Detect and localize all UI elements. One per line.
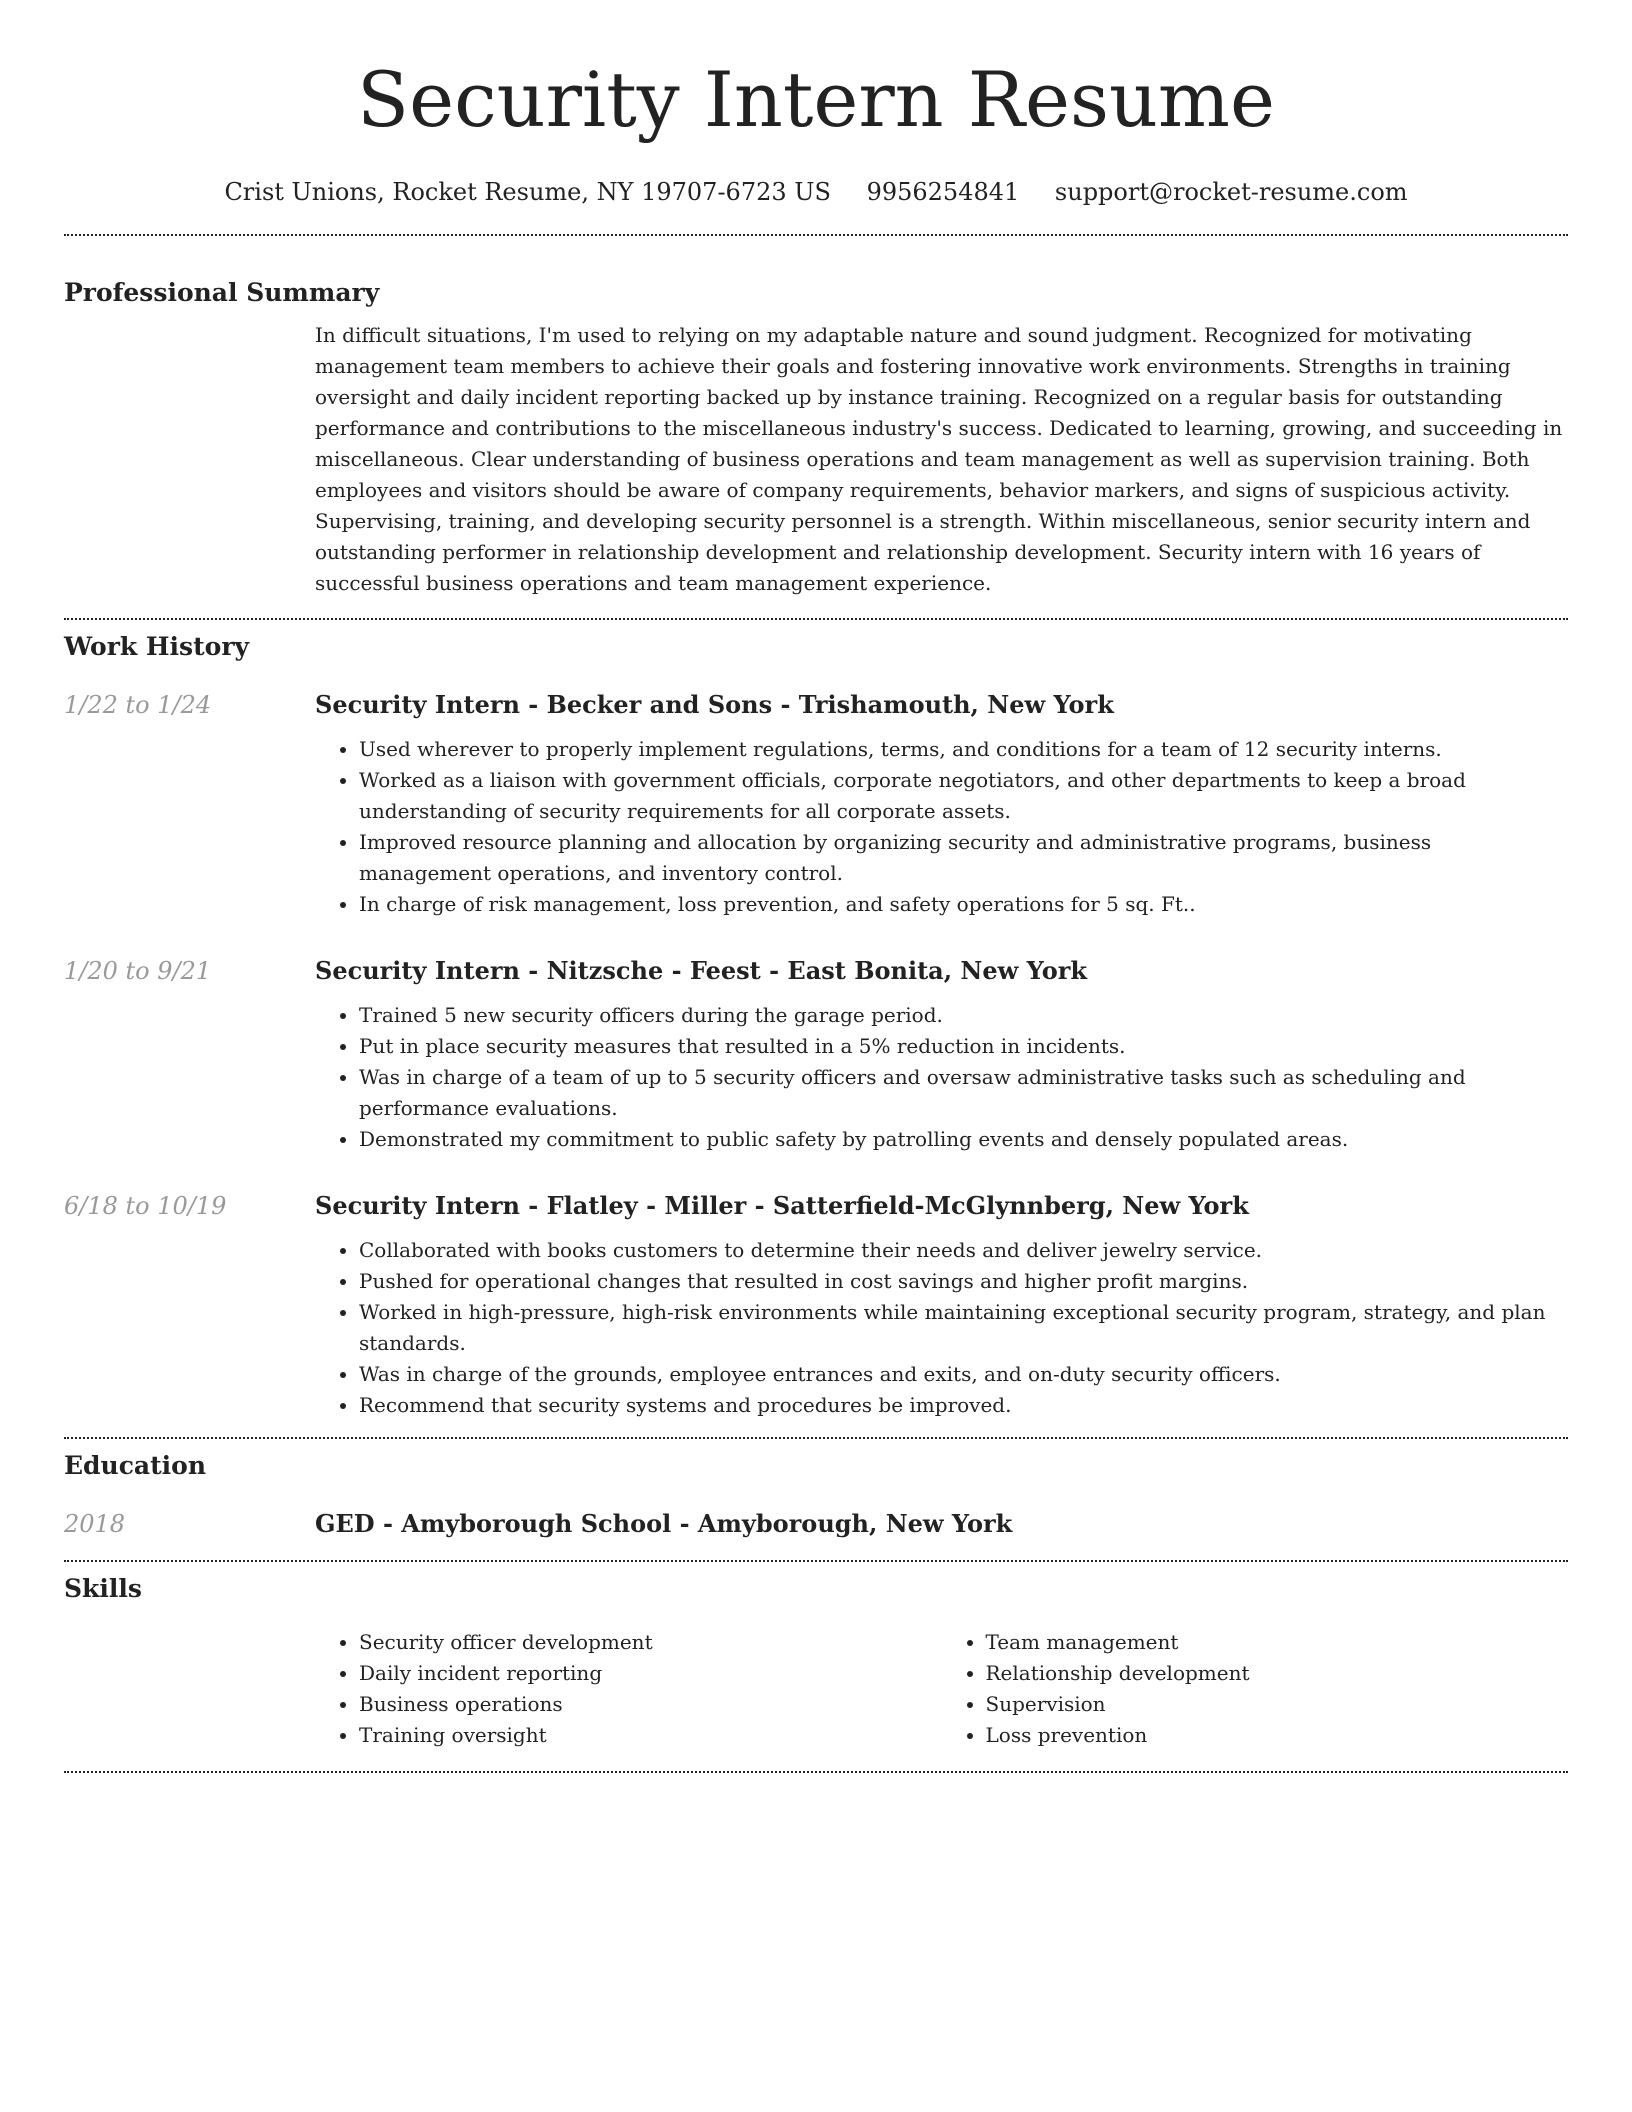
skill-item: • Training oversight xyxy=(359,1720,942,1751)
section-divider xyxy=(64,618,1568,620)
summary-heading: Professional Summary xyxy=(64,278,380,307)
list-item: • Was in charge of a team of up to 5 security officers and oversaw administrative tasks such as scheduling and performance evaluations. xyxy=(359,1062,1568,1124)
job-title: Security Intern - Flatley - Miller - Satterfield-McGlynnberg, New York xyxy=(315,1191,1249,1220)
skill-item: • Business operations xyxy=(359,1689,942,1720)
education-heading: Education xyxy=(64,1451,207,1480)
list-item: • Recommend that security systems and procedures be improved. xyxy=(359,1390,1568,1421)
contact-line xyxy=(64,176,1568,208)
section-divider xyxy=(64,1771,1568,1773)
skills-section xyxy=(315,1627,1568,1751)
skills-heading: Skills xyxy=(64,1574,142,1603)
job-bullets xyxy=(315,1000,1568,1155)
education-detail: GED - Amyborough School - Amyborough, New York xyxy=(315,1509,1013,1538)
job-entry xyxy=(64,1190,1568,1421)
skills-grid xyxy=(315,1627,1568,1751)
section-divider xyxy=(64,234,1568,236)
skill-item: • Relationship development xyxy=(986,1658,1569,1689)
skill-item: • Supervision xyxy=(986,1689,1569,1720)
list-item: • In charge of risk management, loss prevention, and safety operations for 5 sq. Ft.. xyxy=(359,889,1568,920)
section-divider xyxy=(64,1560,1568,1562)
skill-item: • Loss prevention xyxy=(986,1720,1569,1751)
job-entry xyxy=(64,955,1568,1155)
job-dates: 6/18 to 10/19 xyxy=(64,1192,227,1220)
job-dates: 1/22 to 1/24 xyxy=(64,691,212,719)
skill-item: • Daily incident reporting xyxy=(359,1658,942,1689)
contact-phone: 9956254841 xyxy=(866,178,1020,206)
skills-list-right xyxy=(942,1627,1569,1751)
job-entry xyxy=(64,689,1568,920)
work-history-heading: Work History xyxy=(64,632,250,661)
job-dates: 1/20 to 9/21 xyxy=(64,957,212,985)
list-item: • Improved resource planning and allocation by organizing security and administrative programs, business management operations, and inventory control. xyxy=(359,827,1568,889)
list-item: • Was in charge of the grounds, employee entrances and exits, and on-duty security officers. xyxy=(359,1359,1568,1390)
job-title: Security Intern - Becker and Sons - Trishamouth, New York xyxy=(315,690,1114,719)
list-item: • Trained 5 new security officers during the garage period. xyxy=(359,1000,1568,1031)
list-item: • Worked in high-pressure, high-risk environments while maintaining exceptional security program, strategy, and plan standards. xyxy=(359,1297,1568,1359)
education-entry xyxy=(64,1508,1568,1540)
job-bullets xyxy=(315,734,1568,920)
list-item: • Put in place security measures that resulted in a 5% reduction in incidents. xyxy=(359,1031,1568,1062)
skill-item: • Security officer development xyxy=(359,1627,942,1658)
job-bullets xyxy=(315,1235,1568,1421)
summary-text: In difficult situations, I'm used to relying on my adaptable nature and sound judgment. Recognized for motivating management team members to achieve their goals and fostering innovative work environments. Strengths in training oversight and daily incident reporting backed up by instance training. Recognized on a regular basis for outstanding performance and contributions to the miscellaneous industry's success. Dedicated to learning, growing, and succeeding in miscellaneous. Clear understanding of business operations and team management as well as supervision training. Both employees and visitors should be aware of company requirements, behavior markers, and signs of suspicious activity. Supervising, training, and developing security personnel is a strength. Within miscellaneous, senior security intern and outstanding performer in relationship development and relationship development. Security intern with 16 years of successful business operations and team management experience. xyxy=(315,323,1563,595)
contact-email: support@rocket-resume.com xyxy=(1054,178,1408,206)
resume-page xyxy=(64,0,1568,1773)
skills-list-left xyxy=(315,1627,942,1751)
resume-title: Security Intern Resume xyxy=(357,55,1275,144)
skill-item: • Team management xyxy=(986,1627,1569,1658)
list-item: • Used wherever to properly implement regulations, terms, and conditions for a team of 12 security interns. xyxy=(359,734,1568,765)
list-item: • Demonstrated my commitment to public safety by patrolling events and densely populated areas. xyxy=(359,1124,1568,1155)
contact-address: Crist Unions, Rocket Resume, NY 19707-6723 US xyxy=(224,178,831,206)
list-item: • Collaborated with books customers to determine their needs and deliver jewelry service. xyxy=(359,1235,1568,1266)
summary-section xyxy=(315,320,1568,599)
list-item: • Worked as a liaison with government officials, corporate negotiators, and other departments to keep a broad understanding of security requirements for all corporate assets. xyxy=(359,765,1568,827)
section-divider xyxy=(64,1437,1568,1439)
list-item: • Pushed for operational changes that resulted in cost savings and higher profit margins. xyxy=(359,1266,1568,1297)
job-title: Security Intern - Nitzsche - Feest - East Bonita, New York xyxy=(315,956,1087,985)
education-year: 2018 xyxy=(64,1510,126,1538)
